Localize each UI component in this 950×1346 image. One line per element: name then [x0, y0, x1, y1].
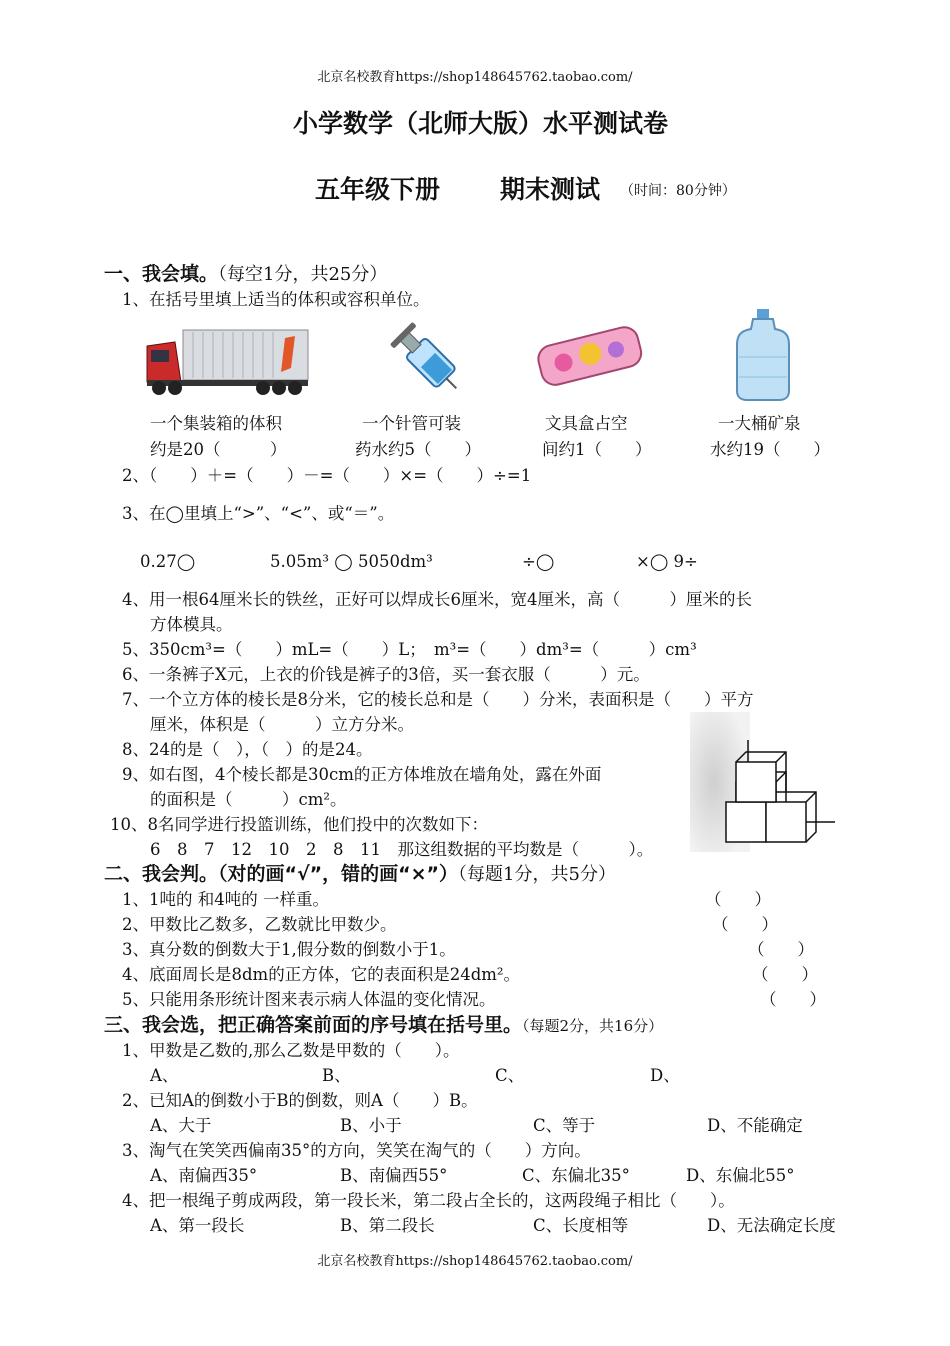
section3-score: （每题2分，共16分）	[522, 1017, 664, 1035]
section2-heading	[104, 859, 616, 886]
section1-title: 一、我会填。	[104, 263, 219, 285]
pic2-caption-line1: 一个针管可装	[362, 414, 461, 433]
water-bottle-icon	[735, 307, 791, 402]
s2-answer-2[interactable]: （ ）	[712, 915, 778, 934]
time-limit: （时间：80分钟）	[620, 183, 736, 199]
pic3-caption-line1: 文具盒占空	[545, 414, 628, 433]
s2-answer-5[interactable]: （ ）	[760, 990, 826, 1009]
syringe-icon	[388, 320, 468, 400]
s1-question-10-line2: 6 8 7 12 10 2 8 11 那这组数据的平均数是（ ）。	[150, 840, 654, 859]
s1-question-7-line2: 厘米，体积是（ ）立方分米。	[150, 715, 414, 734]
s1-question-1: 1、在括号里填上适当的体积或容积单位。	[122, 290, 430, 309]
section2-title: 二、我会判。（对的画“√”，错的画“×”）	[104, 863, 459, 885]
s1-question-6: 6、一条裤子X元，上衣的价钱是裤子的3倍，买一套衣服（ ）元。	[122, 665, 650, 684]
pic1-caption-line2: 约是20（ ）	[150, 440, 287, 459]
s3-q4-option-c[interactable]: C、长度相等	[533, 1216, 629, 1235]
s2-item-2: 2、甲数比乙数多，乙数就比甲数少。	[122, 915, 397, 934]
s3-q3-option-a[interactable]: A、南偏西35°	[150, 1166, 258, 1185]
s1-question-3: 3、在◯里填上“>”、“<”、或“＝”。	[122, 504, 395, 523]
page-footer: 北京名校教育https://shop148645762.taobao.com/	[317, 1254, 633, 1269]
section2-score: （每题1分，共5分）	[458, 864, 616, 885]
page-header: 北京名校教育https://shop148645762.taobao.com/	[317, 70, 633, 85]
s3-q4-option-a[interactable]: A、第一段长	[150, 1216, 245, 1235]
pic4-caption-line1: 一大桶矿泉	[718, 414, 801, 433]
s1-question-10-line1: 10、8名同学进行投篮训练，他们投中的次数如下：	[110, 815, 488, 834]
s3-q4-option-d[interactable]: D、无法确定长度	[707, 1216, 836, 1235]
pic4-caption-line2: 水约19（ ）	[710, 440, 830, 459]
s3-q2-option-b[interactable]: B、小于	[340, 1116, 402, 1135]
s3-q1-option-c[interactable]: C、	[495, 1066, 525, 1085]
s3-q3-option-c[interactable]: C、东偏北35°	[522, 1166, 630, 1185]
s1-question-8: 8、24的是（ ），（ ）的是24。	[122, 740, 373, 759]
s3-q2-option-c[interactable]: C、等于	[533, 1116, 596, 1135]
section3-heading	[104, 1010, 663, 1037]
grade-label: 五年级下册	[315, 175, 441, 204]
s3-q1-option-b[interactable]: B、	[322, 1066, 351, 1085]
pencil-box-icon	[535, 322, 645, 392]
compare-item-2: 5.05m³ ◯ 5050dm³	[270, 552, 433, 571]
s3-q4-option-b[interactable]: B、第二段长	[340, 1216, 435, 1235]
s2-item-4: 4、底面周长是8dm的正方体，它的表面积是24dm²。	[122, 965, 521, 984]
section3-title: 三、我会选，把正确答案前面的序号填在括号里。	[104, 1014, 523, 1036]
s1-question-4-line1: 4、用一根64厘米长的铁丝，正好可以焊成长6厘米，宽4厘米，高（ ）厘米的长	[122, 590, 752, 609]
stacked-cubes-diagram	[690, 712, 840, 852]
s3-q3-option-b[interactable]: B、南偏西55°	[340, 1166, 448, 1185]
s1-question-7-line1: 7、一个立方体的棱长是8分米，它的棱长总和是（ ）分米，表面积是（ ）平方	[122, 690, 754, 709]
s3-question-4: 4、把一根绳子剪成两段，第一段长米，第二段占全长的，这两段绳子相比（ ）。	[122, 1191, 735, 1210]
s1-question-5: 5、350cm³=（ ）mL=（ ）L； m³=（ ）dm³=（ ）cm³	[122, 640, 697, 659]
s2-item-5: 5、只能用条形统计图来表示病人体温的变化情况。	[122, 990, 496, 1009]
s1-question-2: 2、（ ）＋=（ ）－=（ ）×=（ ）÷=1	[122, 466, 532, 485]
pic2-caption-line2: 药水约5（ ）	[355, 440, 481, 459]
s2-answer-1[interactable]: （ ）	[705, 890, 771, 909]
s3-question-3: 3、淘气在笑笑西偏南35°的方向，笑笑在淘气的（ ）方向。	[122, 1141, 591, 1160]
pic3-caption-line2: 间约1（ ）	[542, 440, 652, 459]
s3-q3-option-d[interactable]: D、东偏北55°	[686, 1166, 795, 1185]
page-title: 小学数学（北师大版）水平测试卷	[293, 109, 669, 138]
compare-item-1: 0.27◯	[140, 552, 196, 571]
s2-item-3: 3、真分数的倒数大于1,假分数的倒数小于1。	[122, 940, 456, 959]
pic1-caption-line1: 一个集装箱的体积	[150, 414, 282, 433]
s2-item-1: 1、1吨的 和4吨的 一样重。	[122, 890, 329, 909]
s3-question-1: 1、甲数是乙数的,那么乙数是甲数的（ ）。	[122, 1041, 460, 1060]
section1-score: （每空1分，共25分）	[218, 264, 388, 285]
s3-q2-option-d[interactable]: D、不能确定	[707, 1116, 803, 1135]
exam-label: 期末测试	[500, 175, 601, 204]
s1-question-9-line2: 的面积是（ ）cm²。	[150, 790, 347, 809]
compare-item-3: ÷◯	[522, 552, 555, 571]
s3-question-2: 2、已知A的倒数小于B的倒数，则A（ ）B。	[122, 1091, 478, 1110]
s3-q2-option-a[interactable]: A、大于	[150, 1116, 212, 1135]
compare-item-4: ×◯ 9÷	[636, 552, 698, 571]
s2-answer-4[interactable]: （ ）	[752, 965, 818, 984]
truck-icon	[145, 328, 310, 398]
section1-heading	[104, 259, 387, 286]
s1-question-9-line1: 9、如右图，4个棱长都是30cm的正方体堆放在墙角处，露在外面	[122, 765, 602, 784]
s1-question-4-line2: 方体模具。	[150, 615, 233, 634]
s2-answer-3[interactable]: （ ）	[748, 940, 814, 959]
s3-q1-option-d[interactable]: D、	[650, 1066, 680, 1085]
s3-q1-option-a[interactable]: A、	[150, 1066, 179, 1085]
